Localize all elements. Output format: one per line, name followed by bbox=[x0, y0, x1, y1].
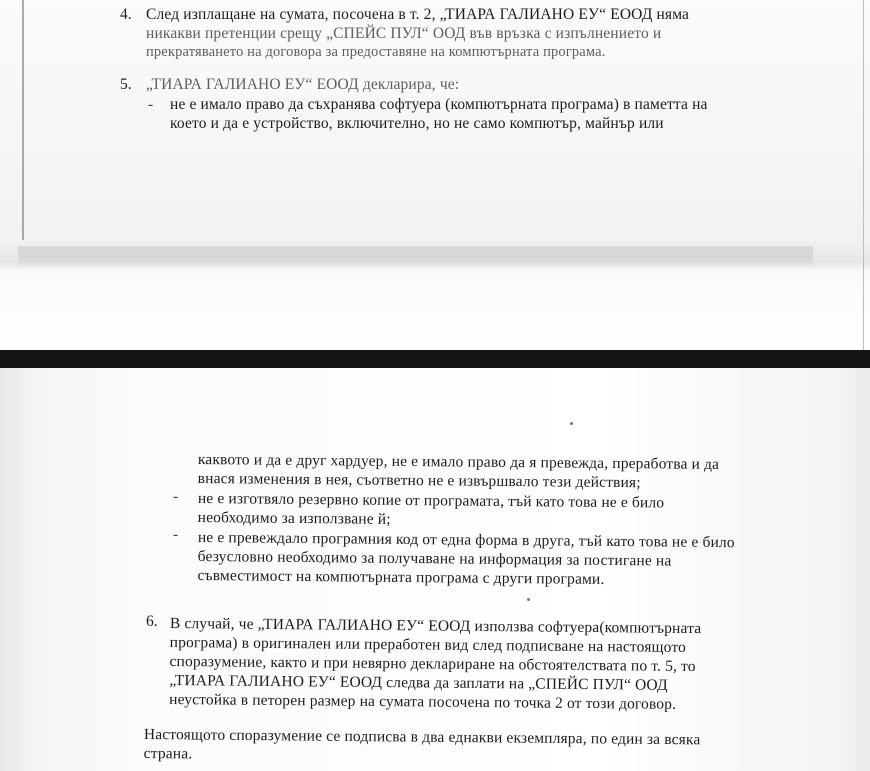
scan-speck bbox=[527, 598, 530, 601]
text-line: съвместимост на компютърната програма с други програми. bbox=[197, 566, 605, 588]
text-line: неустойка в петорен размер на сумата посочена по точка 2 от този договор. bbox=[169, 690, 677, 713]
item-5-number: 5. bbox=[120, 76, 132, 93]
text-line: никакви претенции срещу „СПЕЙС ПУЛ“ ООД във връзка с изпълнението и bbox=[146, 25, 662, 42]
text-line: безусловно необходимо за получаване на информация за постигане на bbox=[197, 547, 672, 570]
text-line: необходимо за използване й; bbox=[197, 508, 391, 528]
page-margin-line bbox=[22, 0, 24, 240]
text-line: което и да е устройство, включително, но не само компютър, майнър или bbox=[170, 115, 664, 132]
page-separator bbox=[0, 350, 870, 368]
item-6-number: 6. bbox=[146, 613, 158, 630]
item-4-text bbox=[146, 5, 689, 62]
continuation-text bbox=[198, 450, 720, 493]
text-line: внася изменения в нея, съответно не е извършвало тези действия; bbox=[197, 469, 641, 492]
closing-text bbox=[144, 725, 701, 768]
text-line: Настоящото споразумение се подписва в два еднакви екземпляра, по един за всяка bbox=[143, 725, 701, 749]
bullet-marker: - bbox=[173, 488, 179, 505]
text-line: страна. bbox=[143, 744, 193, 763]
text-line: не е изготвяло резервно копие от програмата, тъй като това не е било bbox=[197, 489, 665, 512]
text-line: прекратяването на договора за предоставяне на компютърната програма. bbox=[146, 44, 606, 60]
text-line: не е имало право да съхранява софтуера (компютърната програма) в паметта на bbox=[170, 96, 708, 113]
scanned-page-bottom bbox=[0, 368, 870, 771]
scan-speck bbox=[570, 422, 573, 425]
item-5-intro bbox=[146, 75, 459, 94]
text-line: „ТИАРА ГАЛИАНО ЕУ“ ЕООД следва да заплати на „СПЕЙС ПУЛ“ ООД bbox=[169, 671, 668, 694]
scan-shadow bbox=[18, 246, 813, 268]
scanned-page-top bbox=[0, 0, 870, 350]
text-line: След изплащане на сумата, посочена в т. 2, „ТИАРА ГАЛИАНО ЕУ“ ЕООД няма bbox=[146, 6, 690, 23]
text-line: каквото и да е друг хардуер, не е имало право да я превежда, преработва и да bbox=[197, 450, 720, 474]
text-line: „ТИАРА ГАЛИАНО ЕУ“ ЕООД декларира, че: bbox=[146, 76, 460, 93]
bullet-marker: - bbox=[148, 96, 154, 113]
text-line: програма) в оригинален или преработен вид след подписване на настоящото bbox=[169, 633, 687, 656]
bullet-2-text bbox=[197, 528, 734, 590]
bullet-marker: - bbox=[173, 526, 179, 543]
item-6-text bbox=[169, 614, 701, 714]
item-4-number: 4. bbox=[120, 6, 132, 23]
text-line: споразумение, както и при невярно деклариране на обстоятелствата по т. 5, то bbox=[169, 652, 696, 676]
item-5-bullet-text bbox=[170, 95, 708, 133]
bullet-1-text bbox=[198, 489, 665, 531]
text-line: В случай, че „ТИАРА ГАЛИАНО ЕУ“ ЕООД използва софтуера(компютърната bbox=[169, 614, 702, 638]
text-line: не е превеждало програмния код от една форма в друга, тъй като това не е било bbox=[197, 528, 735, 552]
page-edge bbox=[863, 0, 864, 350]
